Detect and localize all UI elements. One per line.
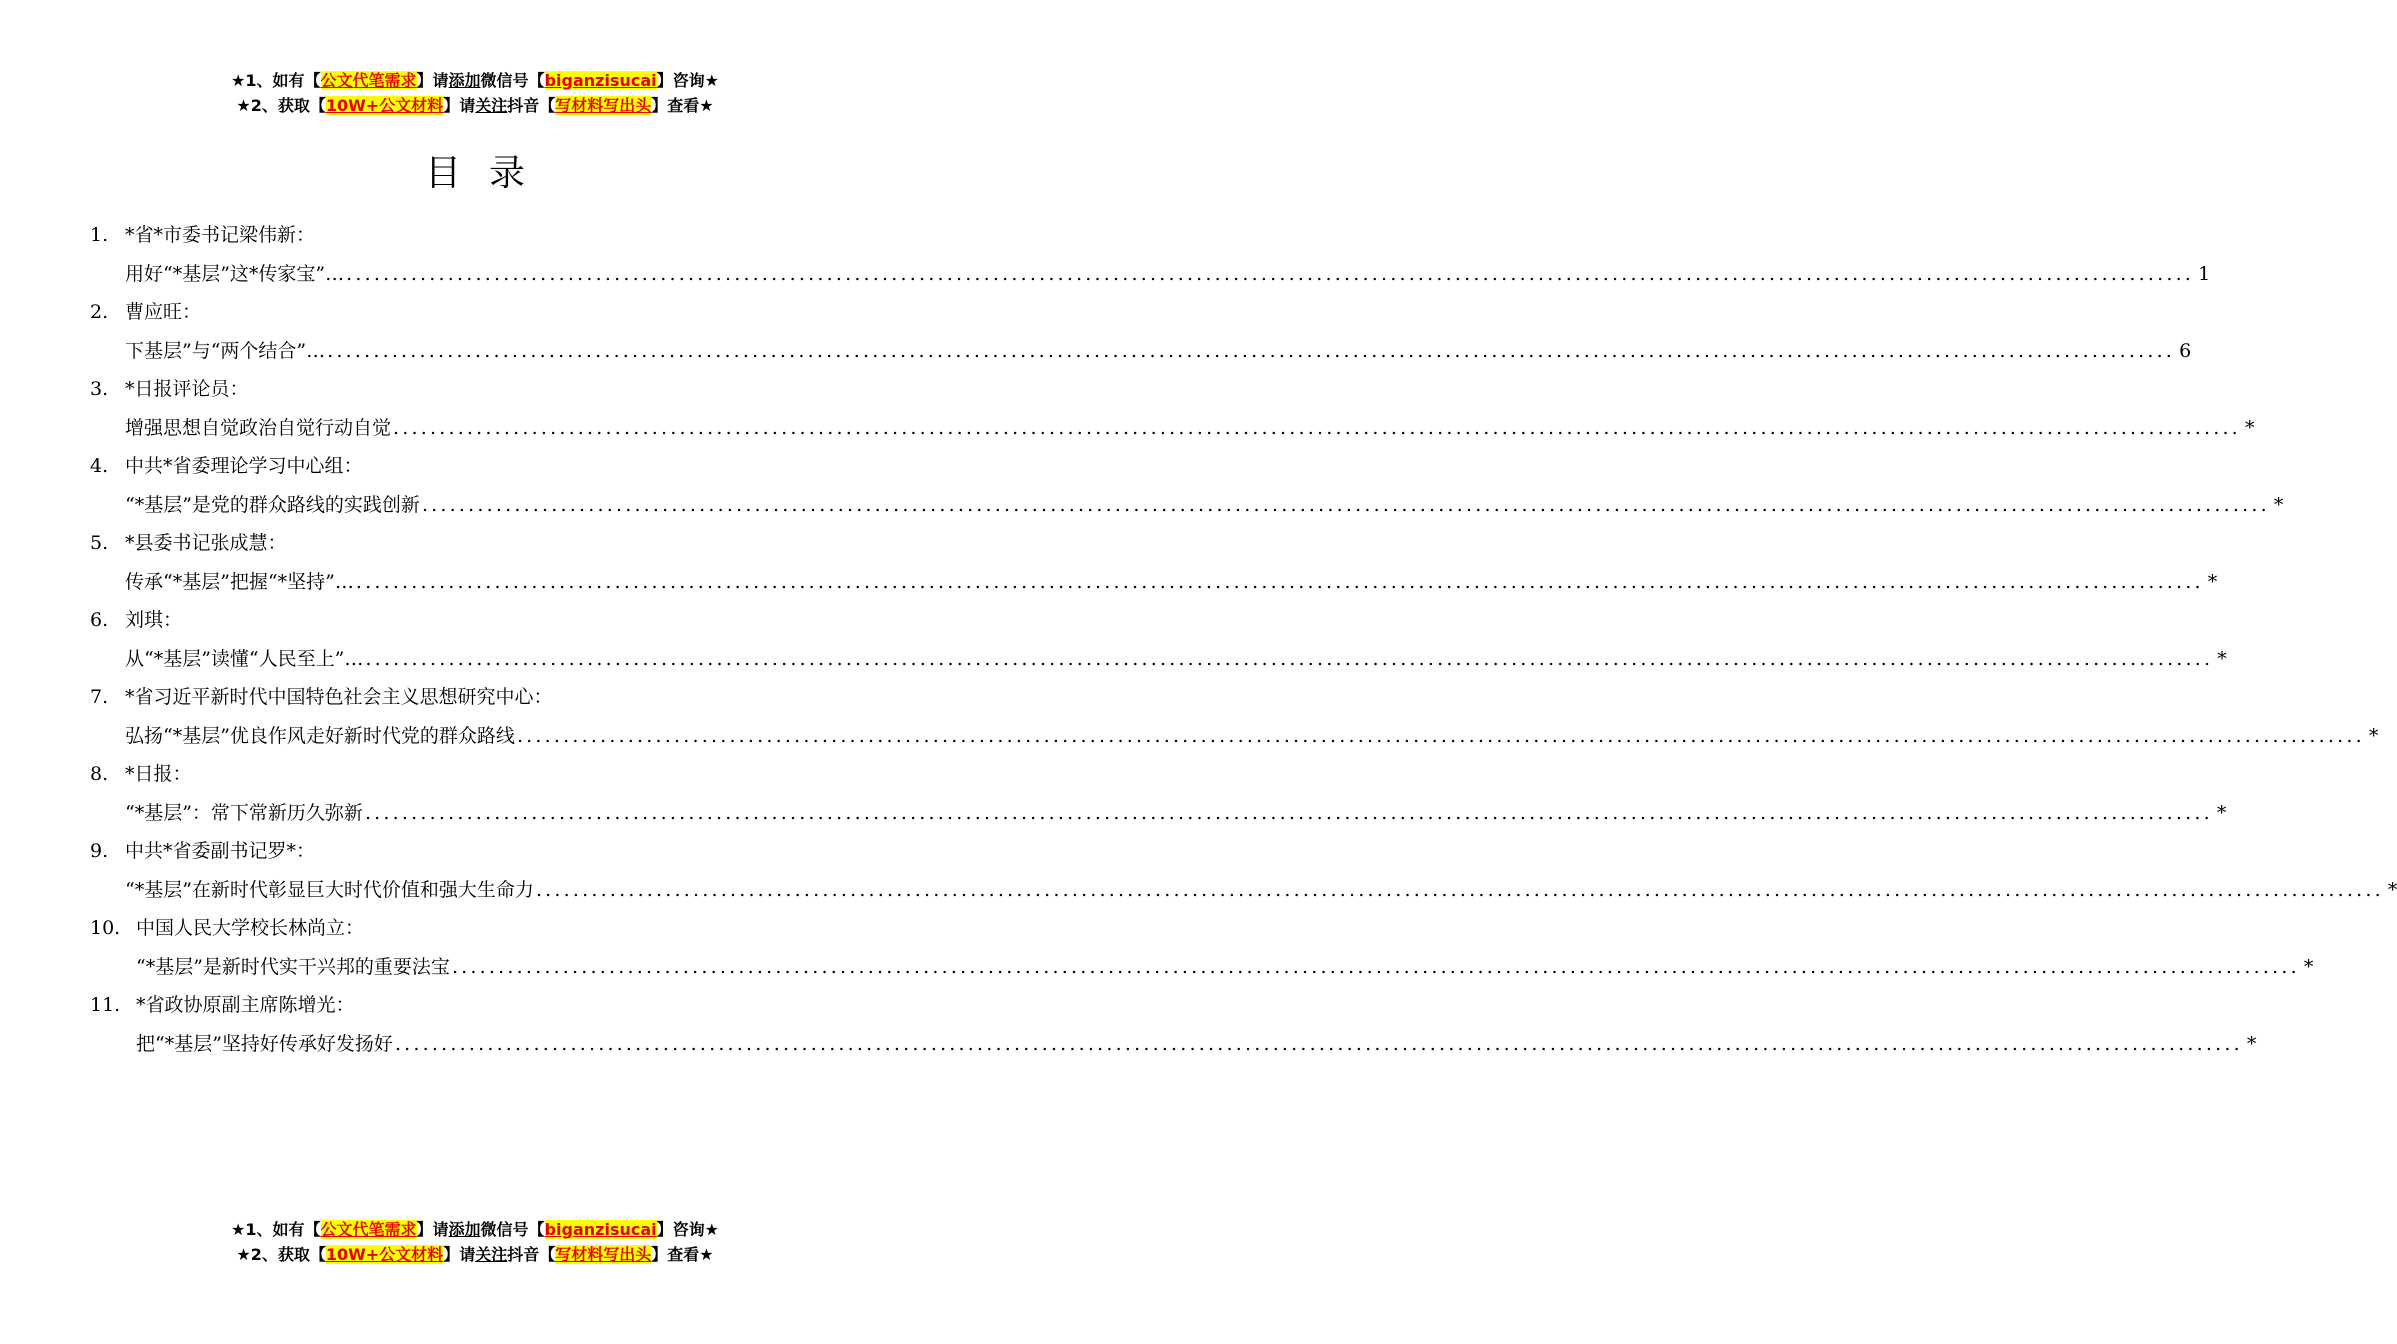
toc-page-number: * bbox=[2216, 801, 2227, 824]
toc-entry-heading bbox=[90, 755, 860, 794]
toc-entry-title: 增强思想自觉政治自觉行动自觉 bbox=[125, 416, 392, 439]
toc-entry-author: 中共*省委理论学习中心组： bbox=[125, 455, 363, 477]
toc-entry-author: 中国人民大学校长林尚立： bbox=[136, 917, 365, 939]
toc-dot-leader: ........................................................................................................................................................................................................ bbox=[516, 724, 2365, 747]
toc-dot-leader: ........................................................................................................................................................................................................ bbox=[535, 878, 2384, 901]
toc-entry-number: 5. bbox=[90, 532, 109, 554]
toc-entry-number: 8. bbox=[90, 763, 109, 785]
toc-entry-heading bbox=[90, 986, 860, 1025]
toc-entry[interactable] bbox=[90, 832, 2397, 909]
toc-page-number: * bbox=[2207, 570, 2218, 593]
toc-entry[interactable] bbox=[90, 216, 2211, 293]
toc-entry-author: *省政协原副主席陈增光： bbox=[136, 994, 355, 1016]
toc-dot-leader: ........................................................................................................................................................................................................ bbox=[365, 647, 2214, 670]
toc-entry-author: *日报评论员： bbox=[125, 378, 249, 400]
toc-entry-number: 7. bbox=[90, 686, 109, 708]
toc-entry-number: 10. bbox=[90, 917, 121, 939]
toc-page-number: * bbox=[2303, 955, 2314, 978]
toc-entry-number: 2. bbox=[90, 301, 109, 323]
toc-entry-heading bbox=[90, 293, 860, 332]
toc-entry-author: 刘琪： bbox=[125, 609, 183, 631]
banner-highlight: 10W+公文材料 bbox=[325, 96, 444, 115]
toc-entry-title-line bbox=[90, 640, 2227, 679]
toc-entry-title: 弘扬“*基层”优良作风走好新时代党的群众路线 bbox=[125, 724, 515, 747]
banner-line-1: ★1、如有【公文代笔需求】请添加微信号【biganzisucai】咨询★ bbox=[231, 1220, 719, 1239]
toc-entry-author: 曹应旺： bbox=[125, 301, 202, 323]
toc-entry-title: 下基层”与“两个结合”… bbox=[125, 339, 326, 362]
toc-entry-heading bbox=[90, 678, 860, 717]
toc-entry-author: 中共*省委副书记罗*： bbox=[125, 840, 316, 862]
toc-entry-title: 用好“*基层”这*传家宝”… bbox=[125, 262, 345, 285]
wechat-id: biganzisucai bbox=[544, 71, 657, 90]
toc-entry-heading bbox=[90, 447, 860, 486]
toc-entry-title-line bbox=[90, 948, 2314, 987]
toc-entry-heading bbox=[90, 216, 860, 255]
toc-entry-author: *县委书记张成慧： bbox=[125, 532, 287, 554]
douyin-account: 写材料写出头 bbox=[555, 96, 652, 115]
toc-entry-heading bbox=[90, 832, 860, 871]
toc-entry[interactable] bbox=[90, 524, 2218, 601]
banner-line-2: ★2、获取【10W+公文材料】请关注抖音【写材料写出头】查看★ bbox=[236, 96, 714, 115]
banner-line-2: ★2、获取【10W+公文材料】请关注抖音【写材料写出头】查看★ bbox=[236, 1245, 714, 1264]
toc-dot-leader: ........................................................................................................................................................................................................ bbox=[346, 262, 2195, 285]
toc-entry-title: “*基层”是新时代实干兴邦的重要法宝 bbox=[136, 955, 450, 978]
toc-page-number: 6 bbox=[2179, 339, 2192, 362]
toc-entry-author: *省*市委书记梁伟新： bbox=[125, 224, 316, 246]
toc-entry-title-line bbox=[90, 255, 2211, 294]
toc-entry-title-line bbox=[90, 409, 2255, 448]
toc-entry-number: 9. bbox=[90, 840, 109, 862]
toc-entry[interactable] bbox=[90, 447, 2284, 524]
toc-entry-title-line bbox=[90, 794, 2227, 833]
toc-entry-heading bbox=[90, 524, 860, 563]
toc-entry-title-line bbox=[90, 1025, 2257, 1064]
toc-entry-title-line bbox=[90, 332, 2192, 371]
toc-entry-title: “*基层”是党的群众路线的实践创新 bbox=[125, 493, 420, 516]
toc-dot-leader: ........................................................................................................................................................................................................ bbox=[355, 570, 2204, 593]
toc-page-number: * bbox=[2387, 878, 2397, 901]
toc-entry-title: “*基层”：常下常新历久弥新 bbox=[125, 801, 363, 824]
toc-page-number: 1 bbox=[2198, 262, 2211, 285]
toc-entry-number: 6. bbox=[90, 609, 109, 631]
toc-entry-number: 1. bbox=[90, 224, 109, 246]
toc-entry[interactable] bbox=[90, 986, 2257, 1063]
toc-entry[interactable] bbox=[90, 370, 2255, 447]
toc-entry-title-line bbox=[90, 563, 2218, 602]
toc-entry-title-line bbox=[90, 871, 2397, 910]
table-of-contents bbox=[90, 216, 2397, 1063]
toc-dot-leader: ........................................................................................................................................................................................................ bbox=[394, 1032, 2243, 1055]
banner-highlight: 10W+公文材料 bbox=[325, 1245, 444, 1264]
toc-entry-number: 3. bbox=[90, 378, 109, 400]
toc-entry[interactable] bbox=[90, 601, 2227, 678]
toc-page-number: * bbox=[2368, 724, 2379, 747]
toc-entry-author: *日报： bbox=[125, 763, 192, 785]
banner-line-1: ★1、如有【公文代笔需求】请添加微信号【biganzisucai】咨询★ bbox=[231, 71, 719, 90]
page-title: 目录 bbox=[424, 153, 553, 194]
toc-dot-leader: ........................................................................................................................................................................................................ bbox=[364, 801, 2213, 824]
toc-dot-leader: ........................................................................................................................................................................................................ bbox=[421, 493, 2270, 516]
toc-entry-heading bbox=[90, 370, 860, 409]
toc-entry-heading bbox=[90, 601, 860, 640]
toc-entry[interactable] bbox=[90, 293, 2192, 370]
toc-dot-leader: ........................................................................................................................................................................................................ bbox=[327, 339, 2176, 362]
toc-entry[interactable] bbox=[90, 755, 2227, 832]
toc-entry-title-line bbox=[90, 717, 2379, 756]
banner-highlight: 公文代笔需求 bbox=[320, 1220, 417, 1239]
toc-entry-title: 从“*基层”读懂“人民至上”… bbox=[125, 647, 364, 670]
toc-entry-number: 4. bbox=[90, 455, 109, 477]
toc-entry-heading bbox=[90, 909, 860, 948]
douyin-account: 写材料写出头 bbox=[555, 1245, 652, 1264]
toc-entry[interactable] bbox=[90, 909, 2314, 986]
toc-page-number: * bbox=[2246, 1032, 2257, 1055]
toc-entry[interactable] bbox=[90, 678, 2379, 755]
toc-entry-number: 11. bbox=[90, 994, 121, 1016]
toc-entry-title-line bbox=[90, 486, 2284, 525]
toc-entry-title: 传承“*基层”把握“*坚持”… bbox=[125, 570, 354, 593]
wechat-id: biganzisucai bbox=[544, 1220, 657, 1239]
toc-page-number: * bbox=[2244, 416, 2255, 439]
toc-entry-title: “*基层”在新时代彰显巨大时代价值和强大生命力 bbox=[125, 878, 534, 901]
banner-highlight: 公文代笔需求 bbox=[320, 71, 417, 90]
toc-entry-author: *省习近平新时代中国特色社会主义思想研究中心： bbox=[125, 686, 553, 708]
toc-dot-leader: ........................................................................................................................................................................................................ bbox=[451, 955, 2300, 978]
header-banner bbox=[0, 68, 950, 118]
footer-banner bbox=[0, 1217, 950, 1267]
toc-entry-title: 把“*基层”坚持好传承好发扬好 bbox=[136, 1032, 393, 1055]
toc-dot-leader: ........................................................................................................................................................................................................ bbox=[393, 416, 2241, 439]
toc-page-number: * bbox=[2217, 647, 2227, 670]
toc-page-number: * bbox=[2273, 493, 2284, 516]
